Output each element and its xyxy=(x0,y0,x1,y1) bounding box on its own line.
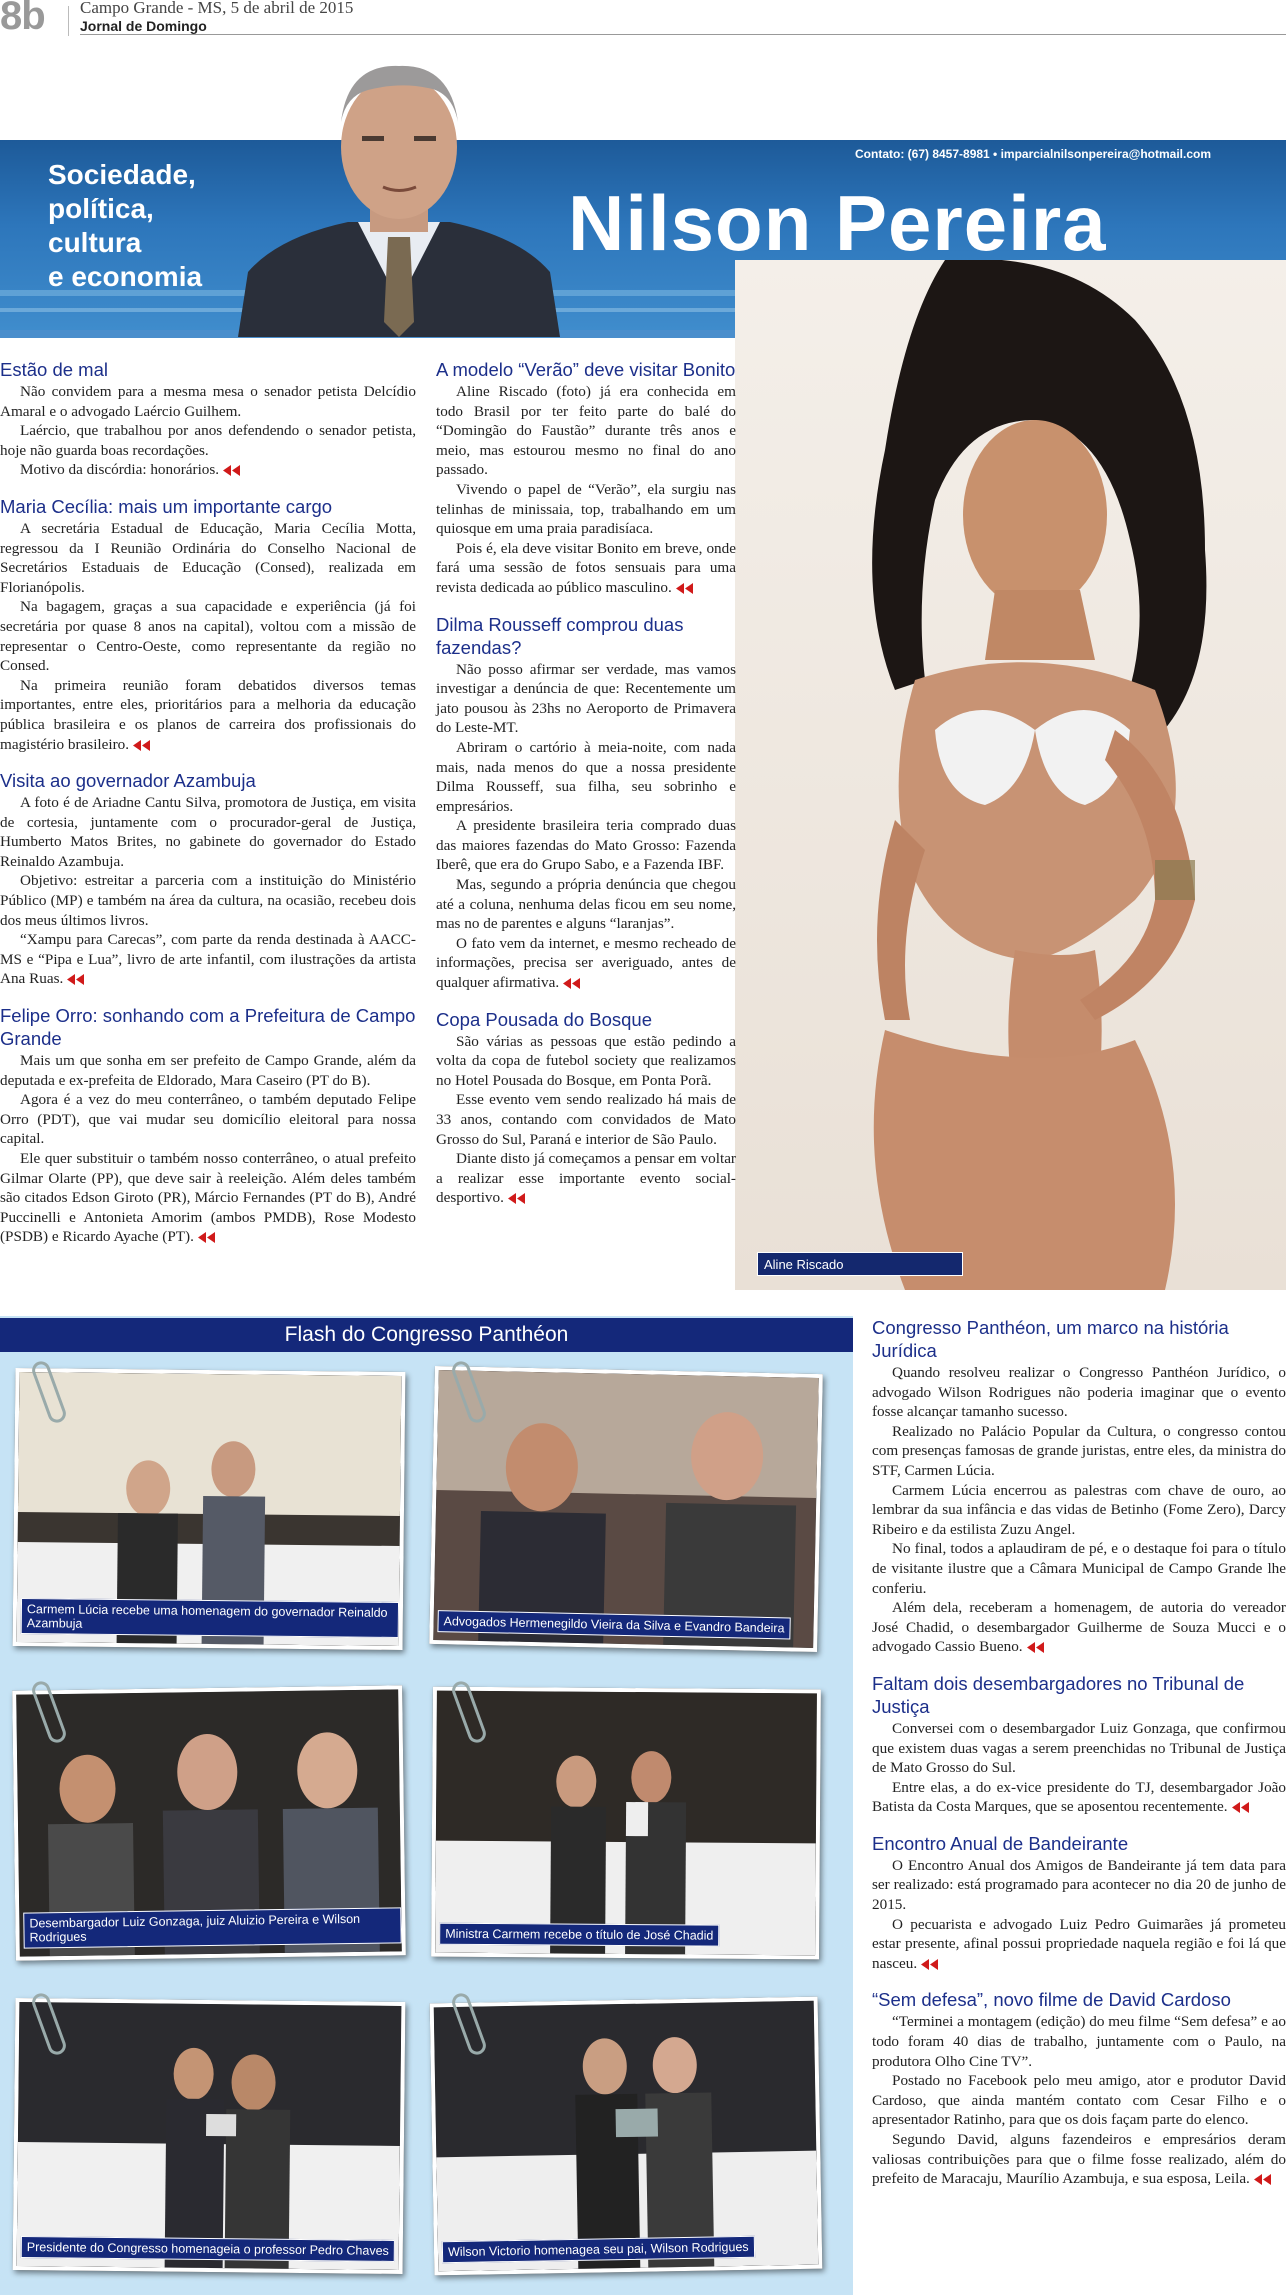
article-felipe-orro xyxy=(0,1004,416,1247)
article-paragraph: Motivo da discórdia: honorários. xyxy=(0,460,416,480)
article-paragraph: Esse evento vem sendo realizado há mais de 33 anos, contando com convidados de Mato Grosso do Sul, Paraná e interior de São Paulo. xyxy=(436,1091,736,1148)
article-paragraph: “Xampu para Carecas”, com parte da renda destinada à AACC-MS e “Pipa e Lua”, livro de arte infantil, com ilustrações da artista Ana Ruas. xyxy=(0,931,416,988)
article-title: Congresso Panthéon, um marco na história Jurídica xyxy=(872,1317,1229,1361)
section-name: Jornal de Domingo xyxy=(80,18,207,34)
article-paragraph: Ele quer substituir o também nosso conterrâneo, o atual prefeito Gilmar Olarte (PP), que deve sair à reeleição. Além deles também são citados Edson Giroto (PR), Márcio Fernandes (PT do B), André Puccinelli e Antonieta Amorim (ambos PMDB), Rose Modesto (PSDB) e Ricardo Ayache (PT). xyxy=(0,1150,416,1246)
article-title: Estão de mal xyxy=(0,359,108,380)
article-encontro-bandeirante xyxy=(872,1832,1286,1974)
left-column xyxy=(0,358,416,1262)
article-paragraph: Na bagagem, graças a sua capacidade e experiência (já foi secretária por quase 8 anos na capital), voltou com a missão de representar o Centro-Oeste, como representante da região no Consed. xyxy=(0,598,416,675)
article-paragraph: Mais um que sonha em ser prefeito de Campo Grande, além da deputada e ex-prefeita de Eldorado, Mara Caseiro (PT do B). xyxy=(0,1052,416,1089)
article-modelo-verao xyxy=(436,358,736,598)
article-title: “Sem defesa”, novo filme de David Cardoso xyxy=(872,1989,1231,2011)
article-congresso-pantheon xyxy=(872,1316,1286,1657)
flash-photo-6 xyxy=(430,1997,823,2276)
article-paragraph: A secretária Estadual de Educação, Maria Cecília Motta, regressou da I Reunião Ordinária do Conselho Nacional de Secretários Estaduais de Educação (Consed), realizada em Florianópolis. xyxy=(0,519,416,596)
article-title: Dilma Rousseff comprou duas fazendas? xyxy=(436,613,684,658)
model-photo-caption: Aline Riscado xyxy=(757,1252,963,1276)
article-paragraph: A presidente brasileira teria comprado duas das maiores fazendas do Mato Grosso: Fazenda Iberê, que era do Grupo Sabo, e a Fazenda IBF. xyxy=(436,817,736,874)
end-mark-icon xyxy=(508,1193,526,1204)
flash-title: Flash do Congresso Panthéon xyxy=(0,1318,853,1352)
photo-caption: Wilson Victorio homenagea seu pai, Wilson Rodrigues xyxy=(442,2236,755,2263)
flash-photo-3 xyxy=(12,1685,406,1960)
flash-photo-1 xyxy=(13,1368,406,1650)
article-paragraph: Abriram o cartório à meia-noite, com nada mais, nada menos do que a nossa presidente Dilma Rousseff, sua filha, seu sobrinho e empresários. xyxy=(436,738,736,815)
article-paragraph: Carmem Lúcia encerrou as palestras com chave de ouro, ao lembrar da sua infância e das vidas de Betinho (Fome Zero), Darcy Ribeiro e da estilista Zuzu Angel. xyxy=(872,1481,1286,1538)
right-column xyxy=(872,1316,1286,2204)
end-mark-icon xyxy=(676,583,694,594)
article-dilma-fazendas xyxy=(436,613,736,993)
photo-caption: Presidente do Congresso homenageia o professor Pedro Chaves xyxy=(21,2236,395,2262)
end-mark-icon xyxy=(921,1959,939,1970)
date-line: Campo Grande - MS, 5 de abril de 2015 xyxy=(80,0,354,17)
article-title: Encontro Anual de Bandeirante xyxy=(872,1832,1129,1854)
header-rule xyxy=(80,34,1286,35)
photo-caption: Carmem Lúcia recebe uma homenagem do governador Reinaldo Azambuja xyxy=(21,1598,399,1638)
article-title: Faltam dois desembargadores no Tribunal de Justiça xyxy=(872,1672,1245,1717)
article-paragraph: Quando resolveu realizar o Congresso Panthéon Jurídico, o advogado Wilson Rodrigues não poderia imaginar que o evento fosse alcançar tamanho sucesso. xyxy=(872,1364,1286,1421)
end-mark-icon xyxy=(67,974,85,985)
photo-caption: Desembargador Luiz Gonzaga, juiz Aluizio Pereira e Wilson Rodrigues xyxy=(23,1907,401,1948)
columnist-name: Nilson Pereira xyxy=(568,179,1107,267)
article-title: Maria Cecília: mais um importante cargo xyxy=(0,495,333,517)
article-paragraph: Mas, segundo a própria denúncia que chegou até a coluna, nenhuma delas ficou em seu nome, mas no de parentes e alguns “laranjas”. xyxy=(436,876,736,933)
page-number: 8b xyxy=(0,0,45,38)
article-paragraph: São várias as pessoas que estão pedindo a volta da copa de futebol society que realizamos no Hotel Pousada do Bosque, em Ponta Porã. xyxy=(436,1032,736,1089)
end-mark-icon xyxy=(198,1232,216,1243)
article-paragraph: Realizado no Palácio Popular da Cultura, o congresso contou com presenças famosas de grande juristas, entre eles, da ministra do STF, Carmen Lúcia. xyxy=(872,1422,1286,1479)
end-mark-icon xyxy=(223,465,241,476)
end-mark-icon xyxy=(1232,1802,1250,1813)
article-estao-de-mal xyxy=(0,358,416,480)
article-visita-governador xyxy=(0,769,416,989)
end-mark-icon xyxy=(563,978,581,989)
photo-caption: Advogados Hermenegildo Vieira da Silva e Evandro Bandeira xyxy=(437,1610,790,1639)
end-mark-icon xyxy=(1027,1642,1045,1653)
article-paragraph: Laércio, que trabalhou por anos defendendo o senador petista, hoje não guarda boas recordações. xyxy=(0,422,416,459)
article-paragraph: A foto é de Ariadne Cantu Silva, promotora de Justiça, em visita de cortesia, juntamente com o procurador-geral de Justiça, Humberto Matos Brites, no gabinete do governador do Estado Reinaldo Azambuja. xyxy=(0,794,416,870)
flash-photo-2 xyxy=(429,1366,823,1652)
article-paragraph: Vivendo o papel de “Verão”, ela surgiu nas telinhas de minissaia, top, trabalhando em um quiosque em uma praia paradisíaca. xyxy=(436,480,736,538)
article-paragraph: Além dela, receberam a homenagem, de autoria do vereador José Chadid, o desembargador Guilherme de Souza Mucci e o advogado Cassio Bueno. xyxy=(872,1599,1286,1656)
end-mark-icon xyxy=(1254,2174,1272,2185)
article-paragraph: Pois é, ela deve visitar Bonito em breve, onde fará uma sessão de fotos sensuais para uma revista dedicada ao público masculino. xyxy=(436,539,736,596)
middle-column xyxy=(436,358,736,1223)
article-paragraph: Diante disto já começamos a pensar em voltar a realizar esse importante evento social-desportivo. xyxy=(436,1150,736,1207)
article-paragraph: No final, todos a aplaudiram de pé, e o destaque foi para o título de visitante ilustre que a Câmara Municipal de Campo Grande lhe conferiu. xyxy=(872,1540,1286,1597)
article-paragraph: Na primeira reunião foram debatidos diversos temas importantes, entre eles, prioritários para a melhoria da educação pública brasileira e os planos de carreira dos profissionais do magistério brasileiro. xyxy=(0,676,416,753)
flash-photo-4 xyxy=(431,1687,821,1960)
article-title: Copa Pousada do Bosque xyxy=(436,1008,653,1030)
article-copa-pousada xyxy=(436,1008,736,1208)
article-paragraph: Agora é a vez do meu conterrâneo, o também deputado Felipe Orro (PDT), que vai mudar seu domicílio eleitoral para nossa capital. xyxy=(0,1091,416,1148)
model-photo xyxy=(735,260,1286,1290)
article-paragraph: Segundo David, alguns fazendeiros e empresários deram valiosas contribuições para que o filme fosse realizado, além do prefeito de Maracaju, Maurílio Azambuja, e sua esposa, Leila. xyxy=(872,2131,1286,2188)
banner-subtitle: Sociedade, política, cultura e economia xyxy=(48,159,203,292)
article-desembargadores xyxy=(872,1672,1286,1817)
end-mark-icon xyxy=(133,740,151,751)
article-paragraph: O pecuarista e advogado Luiz Pedro Guimarães já prometeu estar presente, afinal possui propriedade naquela região e foi lá que nasceu. xyxy=(872,1915,1286,1972)
article-paragraph: Conversei com o desembargador Luiz Gonzaga, que confirmou que existem duas vagas a serem preenchidas no Tribunal de Justiça de Mato Grosso do Sul. xyxy=(872,1719,1286,1777)
contact-line: Contato: (67) 8457-8981 • imparcialnilsonpereira@hotmail.com xyxy=(855,147,1212,161)
article-maria-cecilia xyxy=(0,495,416,754)
columnist-portrait xyxy=(238,52,560,337)
article-paragraph: Objetivo: estreitar a parceria com a instituição do Ministério Público (MP) e também na área da cultura, na ocasião, recebeu dois dos meus últimos livros. xyxy=(0,872,416,929)
article-paragraph: O Encontro Anual dos Amigos de Bandeirante já tem data para ser realizado: está programado para acontecer no dia 20 de junho de 2015. xyxy=(872,1856,1286,1914)
article-paragraph: “Terminei a montagem (edição) do meu filme “Sem defesa” e ao todo foram 40 dias de trabalho, juntamente com o Paulo, na produtora Olho Cine TV”. xyxy=(872,2013,1286,2070)
article-paragraph: O fato vem da internet, e mesmo recheado de informações, precisa ser averiguado, antes de qualquer afirmativa. xyxy=(436,934,736,992)
flash-photo-5 xyxy=(13,1998,406,2274)
article-paragraph: Aline Riscado (foto) já era conhecida em todo Brasil por ter feito parte do balé do “Domingão do Faustão” durante três anos e meio, mas estourou mesmo no final do ano passado. xyxy=(436,383,736,479)
article-paragraph: Não convidem para a mesma mesa o senador petista Delcídio Amaral e o advogado Laércio Guilhem. xyxy=(0,383,416,420)
article-title: A modelo “Verão” deve visitar Bonito xyxy=(436,359,736,380)
article-paragraph: Entre elas, a do ex-vice presidente do TJ, desembargador João Batista da Costa Marques, que se aposentou recentemente. xyxy=(872,1778,1286,1816)
photo-caption: Ministra Carmem recebe o título de José Chadid xyxy=(439,1923,719,1947)
article-title: Felipe Orro: sonhando com a Prefeitura de Campo Grande xyxy=(0,1005,416,1050)
article-sem-defesa xyxy=(872,1988,1286,2188)
article-paragraph: Não posso afirmar ser verdade, mas vamos investigar a denúncia de que: Recentemente um jato pousou às 23hs no Aeroporto de Primavera do Leste-MT. xyxy=(436,660,736,737)
article-title: Visita ao governador Azambuja xyxy=(0,770,256,792)
header-divider xyxy=(68,6,69,36)
article-paragraph: Postado no Facebook pelo meu amigo, ator e produtor David Cardoso, que ainda mantém contato com Cesar Filho e o apresentador Ratinho, para que os dois façam parte do elenco. xyxy=(872,2072,1286,2129)
